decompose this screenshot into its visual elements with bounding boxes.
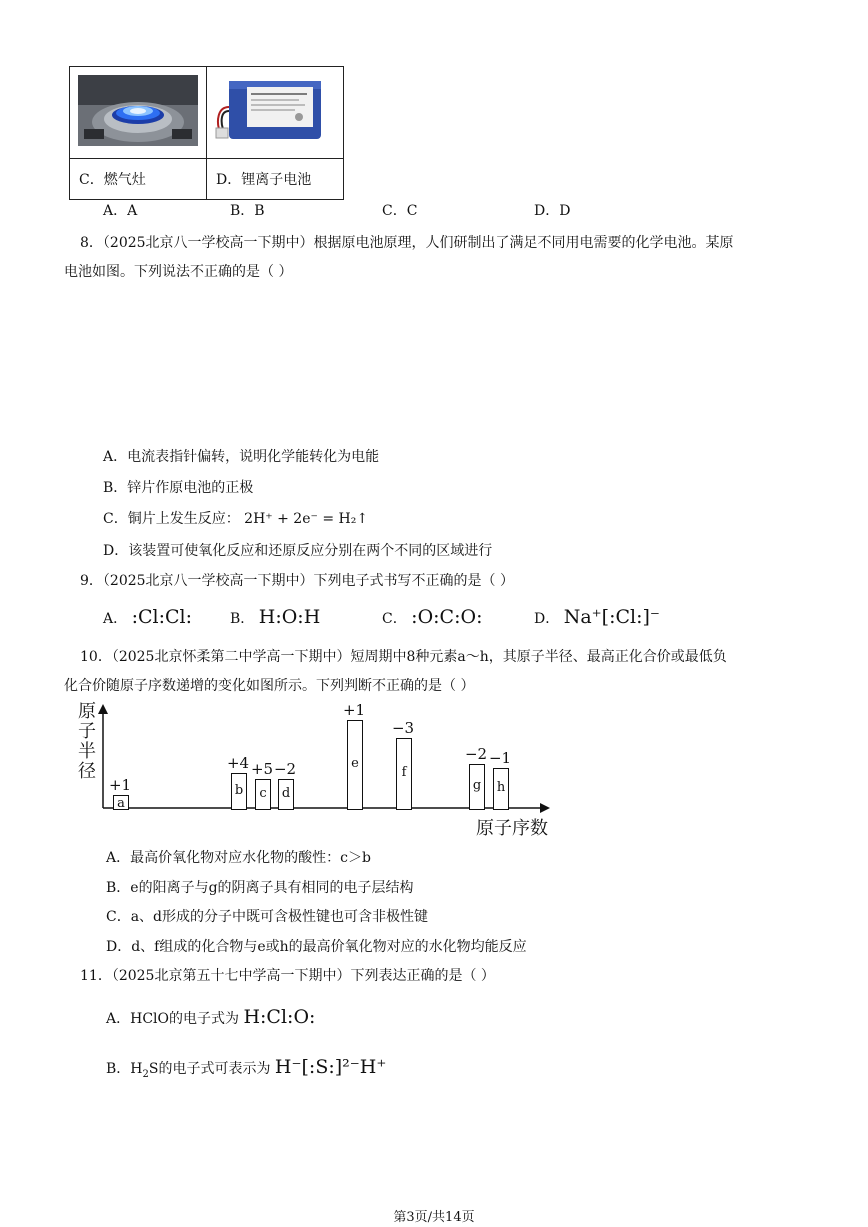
q11-option-a-formula: H:Cl:O: [243,1006,316,1028]
q7-choice-c[interactable]: C．C [382,203,418,219]
chart-valence-label-d: −2 [273,760,297,778]
chart-bar-label-h: h [496,780,506,795]
q9-option-d-formula: Na⁺[:Cl:]⁻ [563,606,660,628]
q10-stem-line2: 化合价随原子序数递增的变化如图所示。下列判断不正确的是（ ） [64,678,475,694]
chart-bar-b [231,773,247,810]
q11-stem: 11．（2025北京第五十七中学高一下期中）下列表达正确的是（ ） [80,968,495,984]
chart-bar-d [278,779,294,810]
chart-bar-label-c: c [259,786,267,801]
q8-stem-line1: 8．（2025北京八一学校高一下期中）根据原电池原理，人们研制出了满足不同用电需要的化学电池。某原 [80,235,734,251]
q8-option-c[interactable] [103,508,368,528]
chart-bar-a [113,795,129,810]
q11-option-b-sub: 2 [142,1068,149,1080]
q10-stem-line1: 10．（2025北京怀柔第二中学高一下期中）短周期中8种元素a～h，其原子半径、最高正化合价或最低负 [80,649,727,665]
chart-valence-label-f: −3 [391,719,415,737]
option-c-caption: C．燃气灶 [70,159,207,200]
chart-valence-label-h: −1 [488,749,512,767]
q11-option-a[interactable] [106,1006,315,1028]
q9-option-a-formula: :Cl:Cl: [131,606,193,628]
chart-valence-label-e: +1 [342,701,366,719]
q9-option-d[interactable] [534,606,660,628]
q9-option-b-label: B． [230,611,255,627]
chart-bar-label-e: e [351,756,359,771]
q10-option-b[interactable]: B．e的阳离子与g的阴离子具有相同的电子层结构 [106,880,414,896]
q11-option-b[interactable] [106,1056,386,1080]
q11-option-b-prefix-1: B．H [106,1061,143,1077]
chart-xlabel: 原子序数 [476,818,548,839]
chart-bar-f [396,738,412,810]
chart-bar-label-b: b [234,783,244,798]
q9-stem: 9．（2025北京八一学校高一下期中）下列电子式书写不正确的是（ ） [80,573,514,589]
q7-choice-d[interactable]: D．D [534,203,571,219]
q7-choice-b[interactable]: B．B [230,203,265,219]
q8-option-b[interactable]: B．锌片作原电池的正极 [103,480,254,496]
chart-bar-label-f: f [401,765,407,780]
option-d-caption: D．锂离子电池 [207,159,344,200]
q10-option-a[interactable]: A．最高价氧化物对应水化物的酸性：c＞b [106,850,371,866]
chart-bar-h [493,768,509,810]
chart-bar-c [255,779,271,810]
q11-option-a-prefix: A．HClO的电子式为 [106,1011,239,1027]
chart-bar-label-a: a [117,796,125,811]
q9-option-c-label: C． [382,611,407,627]
gas-stove-icon [70,67,206,154]
q11-option-b-formula: H⁻[:S:]²⁻H⁺ [274,1056,387,1078]
chart-valence-label-g: −2 [464,745,488,763]
q7-choice-a[interactable]: A．A [103,203,138,219]
q8-option-c-formula: 2H⁺ + 2e⁻ = H₂↑ [244,511,369,527]
q9-option-c[interactable] [382,606,482,628]
q9-option-d-label: D． [534,611,560,627]
q9-option-a[interactable] [103,606,192,628]
q10-option-c[interactable]: C．a、d形成的分子中既可含极性键也可含非极性键 [106,909,429,925]
q9-option-b[interactable] [230,606,320,628]
lithium-battery-image-cell [207,67,344,159]
chart-ylabel: 原子半径 [78,701,96,782]
q9-option-c-formula: :O:C:O: [411,606,483,628]
chart-bar-e [347,720,363,810]
q9-option-b-formula: H:O:H [258,606,321,628]
q11-option-b-prefix-2: S的电子式可表示为 [148,1061,271,1077]
q8-option-a[interactable]: A．电流表指针偏转，说明化学能转化为电能 [103,449,380,465]
page-footer: 第3页/共14页 [393,1210,475,1225]
chart-valence-label-a: +1 [108,776,132,794]
chart-valence-label-c: +5 [250,760,274,778]
q10-option-d[interactable]: D．d、f组成的化合物与e或h的最高价氧化物对应的水化物均能反应 [106,939,527,955]
q7-option-table [69,66,344,200]
gas-stove-image-cell [70,67,207,159]
chart-bar-label-d: d [281,786,291,801]
q9-option-a-label: A． [103,611,128,627]
lithium-battery-icon [207,67,329,154]
chart-valence-label-b: +4 [226,754,250,772]
q8-stem-line2: 电池如图。下列说法不正确的是（ ） [64,264,293,280]
chart-bar-label-g: g [472,778,482,793]
q8-option-c-prefix: C．铜片上发生反应： [103,511,240,527]
chart-bar-g [469,764,485,810]
q8-option-d[interactable]: D．该装置可使氧化反应和还原反应分别在两个不同的区域进行 [103,543,493,559]
